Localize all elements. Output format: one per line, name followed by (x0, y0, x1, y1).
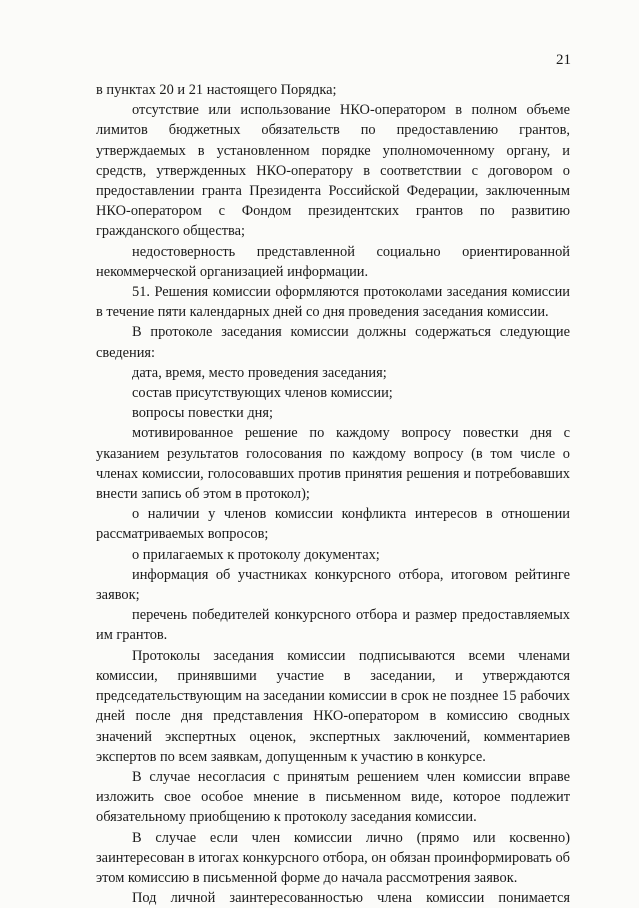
paragraph: перечень победителей конкурсного отбора и размер предоставляемых им грантов. (96, 607, 570, 644)
paragraph: В случае если член комиссии лично (прямо или косвенно) заинтересован в итогах конкурсного отбора, он обязан проинформировать об этом комиссию в письменной форме до начала рассмотрения заявок. (96, 829, 570, 886)
paragraph: недостоверность представленной социально ориентированной некоммерческой организацией информации. (96, 243, 570, 280)
paragraph: 51. Решения комиссии оформляются протоколами заседания комиссии в течение пяти календарных дней со дня проведения заседания комиссии. (96, 284, 570, 321)
paragraph: В протоколе заседания комиссии должны содержаться следующие сведения: (96, 324, 570, 361)
paragraph: в пунктах 20 и 21 настоящего Порядка; (96, 82, 337, 98)
paragraph: мотивированное решение по каждому вопросу повестки дня с указанием результатов голосования по каждому вопросу (в том числе о членах комиссии, голосовавших против принятия решения и потребовавших внести запись об этом в протокол); (96, 425, 570, 503)
paragraph: дата, время, место проведения заседания; (132, 364, 387, 381)
paragraph: Протоколы заседания комиссии подписываются всеми членами комиссии, принявшими участие в заседании, и утверждаются председательствующим на заседании комиссии в срок не позднее 15 рабочих дней после дня представления НКО-оператором в комиссию сводных значений экспертных оценок, экспертных заключений, комментариев экспертов по всем заявкам, допущенным к участию в конкурсе. (96, 647, 570, 765)
document-body (96, 80, 570, 908)
paragraph: Под личной заинтересованностью члена комиссии понимается (132, 890, 570, 907)
paragraph: информация об участниках конкурсного отбора, итоговом рейтинге заявок; (96, 566, 570, 604)
paragraph: состав присутствующих членов комиссии; (132, 385, 393, 402)
paragraph: о прилагаемых к протоколу документах; (132, 546, 380, 563)
paragraph: о наличии у членов комиссии конфликта интересов в отношении рассматриваемых вопросов; (96, 506, 570, 543)
page-number: 21 (556, 52, 571, 68)
paragraph: вопросы повестки дня; (132, 405, 273, 422)
paragraph: В случае несогласия с принятым решением член комиссии вправе изложить свое особое мнение в письменном виде, которое подлежит обязательному приобщению к протоколу заседания комиссии. (96, 768, 570, 826)
paragraph: отсутствие или использование НКО-оператором в полном объеме лимитов бюджетных обязательств по предоставлению грантов, утверждаемых в установленном порядке уполномоченному органу, и средств, утвержденных НКО-оператору в соответствии с договором о предоставлении гранта Президента Российской Федерации, заключенным НКО-оператором с Фондом президентских грантов по развитию гражданского общества; (96, 102, 570, 240)
